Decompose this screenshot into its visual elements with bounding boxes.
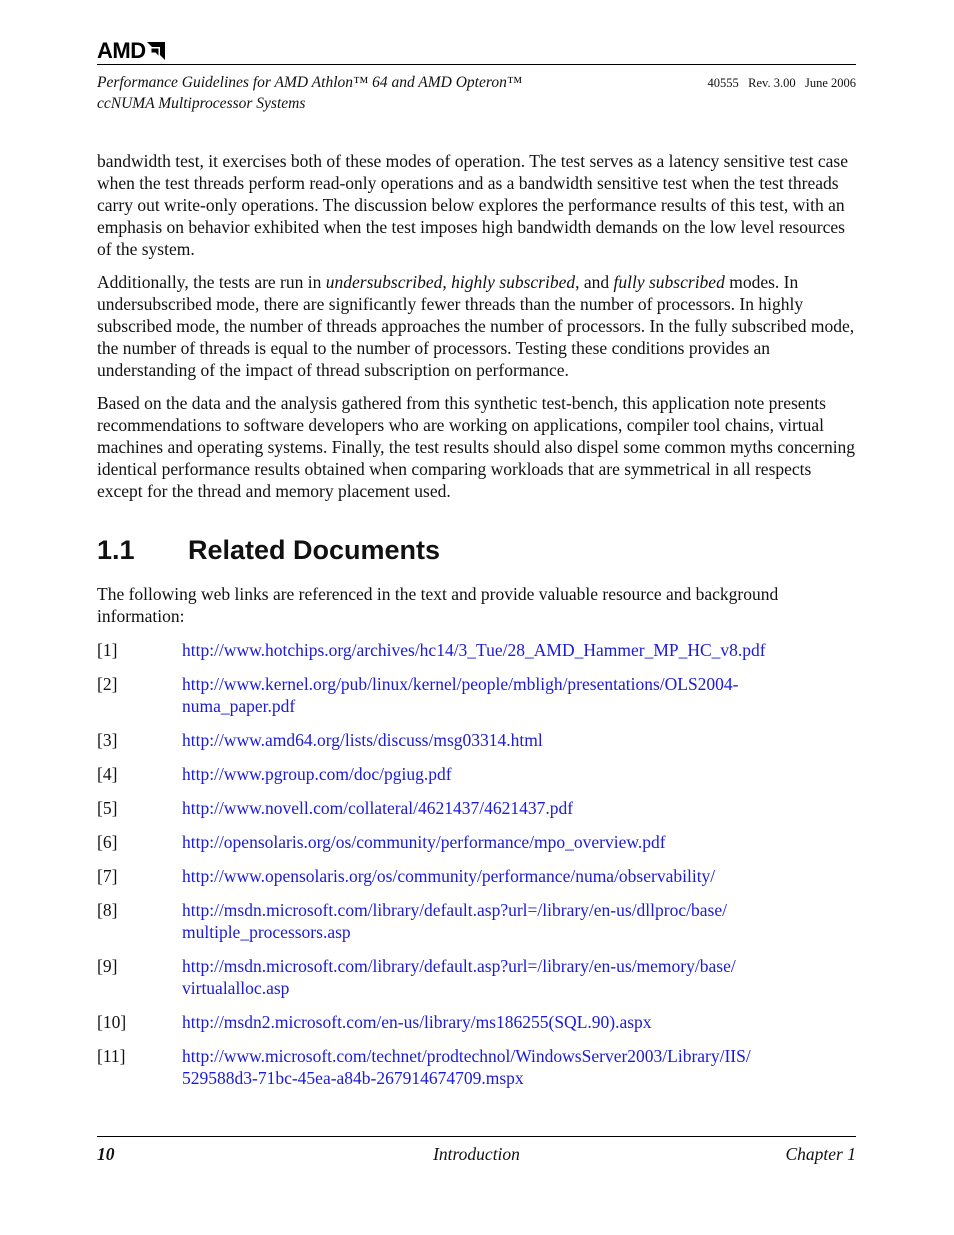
reference-number: [9] xyxy=(97,956,118,976)
header-rule xyxy=(97,64,856,65)
amd-arrow-icon xyxy=(147,42,165,60)
reference-number: [10] xyxy=(97,1012,127,1032)
reference-link[interactable]: http://www.novell.com/collateral/4621437/4621437.pdf xyxy=(182,798,574,818)
reference-item xyxy=(97,763,857,785)
paragraph-references-intro: The following web links are referenced in the text and provide valuable resource and background information: xyxy=(97,584,779,626)
reference-number: [5] xyxy=(97,798,118,818)
p2-text-c: modes. In undersubscribed mode, there are significantly fewer threads than the number of processors. In highly subscribed mode, the number of threads approaches the number of processors. In the fully subscribed mode, the number of threads is equal to the number of processors. Testing these conditions provides an understanding of the impact of thread subscription on performance. xyxy=(97,272,855,380)
reference-number: [8] xyxy=(97,900,118,920)
reference-item xyxy=(97,639,857,661)
reference-list xyxy=(97,639,857,1101)
reference-link[interactable]: http://www.kernel.org/pub/linux/kernel/people/mbligh/presentations/OLS2004- numa_paper.pdf xyxy=(182,674,739,716)
reference-link[interactable]: http://msdn2.microsoft.com/en-us/library/ms186255(SQL.90).aspx xyxy=(182,1012,652,1032)
reference-number: [6] xyxy=(97,832,118,852)
reference-link[interactable]: http://www.pgroup.com/doc/pgiug.pdf xyxy=(182,764,452,784)
reference-number: [1] xyxy=(97,640,118,660)
reference-item xyxy=(97,797,857,819)
reference-link[interactable]: http://www.microsoft.com/technet/prodtechnol/WindowsServer2003/Library/IIS/ 529588d3-71bc-45ea-a84b-267914674709.mspx xyxy=(182,1046,751,1088)
document-title xyxy=(97,72,617,114)
reference-link[interactable]: http://msdn.microsoft.com/library/default.asp?url=/library/en-us/dllproc/base/ multiple_processors.asp xyxy=(182,900,727,942)
reference-link[interactable]: http://www.hotchips.org/archives/hc14/3_Tue/28_AMD_Hammer_MP_HC_v8.pdf xyxy=(182,640,766,660)
p2-text-a: Additionally, the tests are run in xyxy=(97,272,326,292)
section-number: 1.1 xyxy=(97,535,135,565)
reference-link[interactable]: http://msdn.microsoft.com/library/default.asp?url=/library/en-us/memory/base/ virtualalloc.asp xyxy=(182,956,736,998)
paragraph-subscription-modes xyxy=(97,271,857,381)
p2-text-b: , and xyxy=(575,272,614,292)
reference-number: [2] xyxy=(97,674,118,694)
reference-item xyxy=(97,729,857,751)
reference-item xyxy=(97,865,857,887)
footer-section-name: Introduction xyxy=(433,1144,520,1164)
paragraph-bandwidth-test: bandwidth test, it exercises both of these modes of operation. The test serves as a latency sensitive test case when the test threads perform read-only operations and as a bandwidth sensitive test when the test threads carry out write-only operations. The discussion below explores the performance results of this test, with an emphasis on behavior exhibited when the test imposes high bandwidth demands on the low level resources of the system. xyxy=(97,151,848,259)
document-title-line1: Performance Guidelines for AMD Athlon™ 64 and AMD Opteron™ xyxy=(97,74,523,91)
p2-emphasis-1: undersubscribed, highly subscribed xyxy=(325,272,576,292)
reference-item xyxy=(97,1011,857,1033)
document-revision: 40555 Rev. 3.00 June 2006 xyxy=(707,76,856,90)
reference-item xyxy=(97,673,857,717)
reference-number: [3] xyxy=(97,730,118,750)
reference-link[interactable]: http://www.amd64.org/lists/discuss/msg03314.html xyxy=(182,730,543,750)
reference-number: [11] xyxy=(97,1046,126,1066)
p2-emphasis-2: fully subscribed xyxy=(613,272,725,292)
page-number: 10 xyxy=(97,1144,115,1164)
document-title-line2: ccNUMA Multiprocessor Systems xyxy=(97,95,306,112)
reference-link[interactable]: http://opensolaris.org/os/community/performance/mpo_overview.pdf xyxy=(182,832,666,852)
reference-number: [4] xyxy=(97,764,118,784)
section-heading xyxy=(97,532,440,568)
reference-item xyxy=(97,1045,857,1089)
paragraph-recommendations: Based on the data and the analysis gathered from this synthetic test-bench, this application note presents recommendations to software developers who are working on applications, compiler tool chains, virtual machines and operating systems. Finally, the test results should also dispel some common myths concerning identical performance results obtained when comparing workloads that are symmetrical in all respects except for the thread and memory placement used. xyxy=(97,393,856,501)
reference-number: [7] xyxy=(97,866,118,886)
section-title: Related Documents xyxy=(188,535,441,565)
logo-text: AMD xyxy=(97,38,146,63)
footer-chapter: Chapter 1 xyxy=(785,1144,856,1164)
reference-item xyxy=(97,899,857,943)
reference-item xyxy=(97,831,857,853)
reference-link[interactable]: http://www.opensolaris.org/os/community/performance/numa/observability/ xyxy=(182,866,716,886)
amd-logo xyxy=(97,40,165,62)
footer-rule xyxy=(97,1136,856,1137)
reference-item xyxy=(97,955,857,999)
